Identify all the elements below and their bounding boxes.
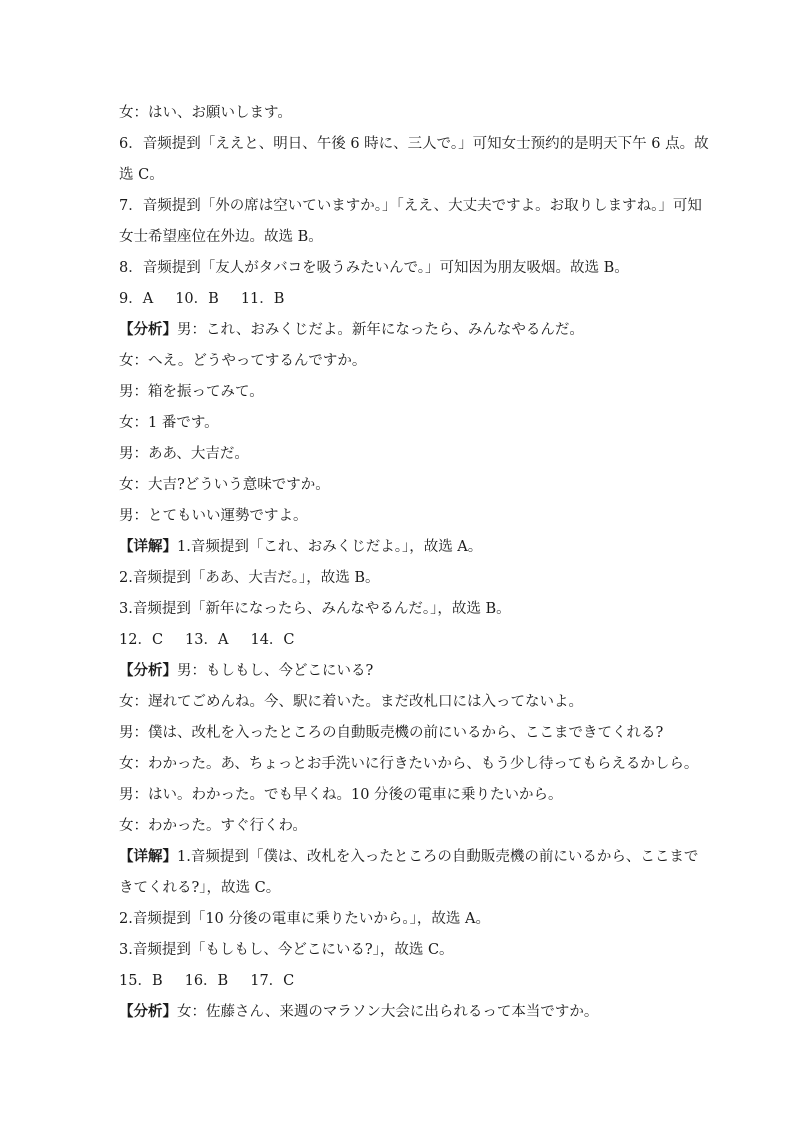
analysis-line	[119, 658, 689, 689]
dialogue-line: 女：遅れてごめんね。今、駅に着いた。まだ改札口には入ってないよ。	[119, 694, 583, 710]
answer-item: 12．C	[119, 632, 164, 648]
detail-text: 1.音频提到「僕は、改札を入ったところの自動販売機の前にいるから、ここまで	[177, 849, 699, 865]
dialogue-line: 男：とてもいい運勢ですよ。	[119, 508, 308, 524]
dialogue-line: 女：1 番です。	[119, 415, 219, 431]
text-line: 女：はい、お願いします。	[119, 105, 292, 121]
analysis-label: 【分析】	[119, 1003, 177, 1020]
dialogue-text: 女：佐藤さん、来週のマラソン大会に出られるって本当ですか。	[177, 1004, 599, 1020]
detail-line: 2.音频提到「10 分後の電車に乗りたいから。」，故选 A。	[119, 911, 490, 927]
analysis-line	[119, 999, 689, 1030]
detail-line	[119, 844, 699, 875]
detail-label: 【详解】	[119, 848, 177, 865]
answer-item: 17．C	[250, 973, 295, 989]
text-line: 选 C。	[119, 167, 164, 183]
dialogue-text: 男：これ、おみくじだよ。新年になったら、みんなやるんだ。	[177, 322, 584, 338]
dialogue-line: 女：わかった。あ、ちょっとお手洗いに行きたいから、もう少し待ってもらえるかしら。	[119, 756, 699, 772]
answer-row	[119, 627, 689, 658]
analysis-label: 【分析】	[119, 662, 177, 679]
dialogue-line: 男：ああ、大吉だ。	[119, 446, 249, 462]
document-page	[119, 100, 709, 1030]
text-line: 8．音频提到「友人がタバコを吸うみたいんで。」可知因为朋友吸烟。故选 B。	[119, 260, 629, 276]
analysis-label: 【分析】	[119, 321, 177, 338]
dialogue-line: 女：大吉?どういう意味ですか。	[119, 477, 330, 493]
dialogue-line: 男：箱を振ってみて。	[119, 384, 264, 400]
analysis-line	[119, 317, 689, 348]
text-line: 女士希望座位在外边。故选 B。	[119, 229, 323, 245]
dialogue-line: 女：へえ。どうやってするんですか。	[119, 353, 367, 369]
answer-row	[119, 286, 689, 317]
detail-line: 2.音频提到「ああ、大吉だ。」，故选 B。	[119, 570, 380, 586]
answer-item: 11．B	[240, 291, 285, 307]
answer-item: 9．A	[119, 291, 154, 307]
detail-line: 3.音频提到「もしもし、今どこにいる?」，故选 C。	[119, 942, 454, 958]
answer-item: 13．A	[185, 632, 229, 648]
detail-line: きてくれる?」，故选 C。	[119, 880, 281, 896]
dialogue-line: 男：僕は、改札を入ったところの自動販売機の前にいるから、ここまできてくれる?	[119, 725, 664, 741]
dialogue-text: 男：もしもし、今どこにいる?	[177, 663, 374, 679]
dialogue-line: 女：わかった。すぐ行くわ。	[119, 818, 307, 834]
answer-item: 16．B	[184, 973, 229, 989]
answer-item: 10．B	[175, 291, 219, 307]
detail-label: 【详解】	[119, 538, 177, 555]
answer-item: 15．B	[119, 973, 163, 989]
text-line: 7．音频提到「外の席は空いていますか。」「ええ、大丈夫ですよ。お取りしますね。」可知	[119, 198, 702, 214]
detail-line: 3.音频提到「新年になったら、みんなやるんだ。」，故选 B。	[119, 601, 511, 617]
detail-text: 1.音频提到「これ、おみくじだよ。」，故选 A。	[177, 539, 483, 555]
detail-line	[119, 534, 689, 565]
answer-row	[119, 968, 689, 999]
dialogue-line: 男：はい。わかった。でも早くね。10 分後の電車に乗りたいから。	[119, 787, 563, 803]
answer-item: 14．C	[250, 632, 295, 648]
text-line: 6．音频提到「ええと、明日、午後 6 時に、三人で。」可知女士预约的是明天下午 6 点。故	[119, 136, 709, 152]
